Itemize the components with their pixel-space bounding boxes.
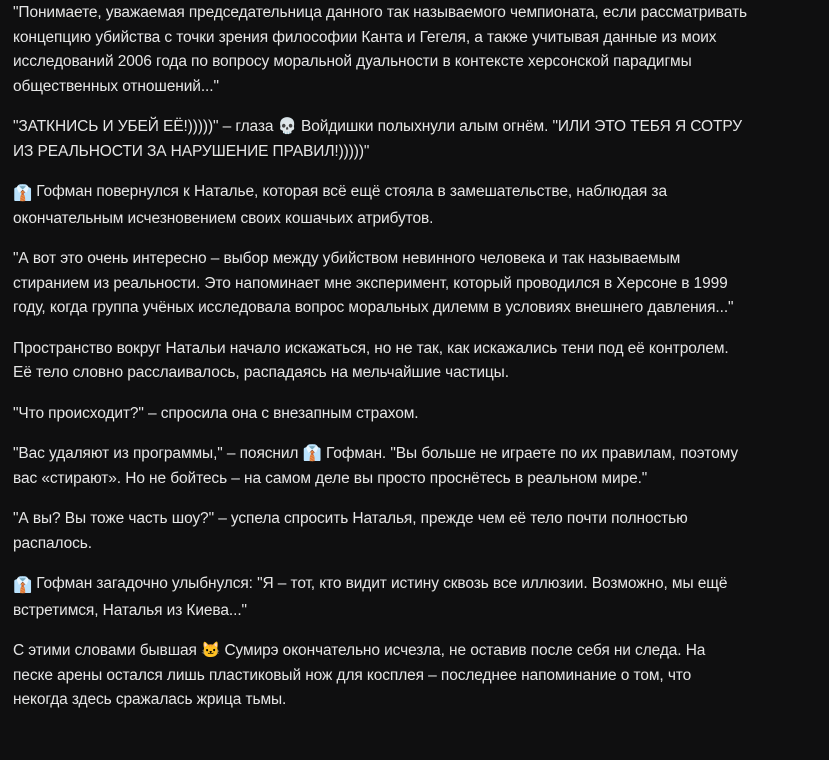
paragraph-text: "А вот это очень интересно – выбор между убийством невинного человека и так называемым стиранием из реальности. Это напоминает мне эксперимент, который проводился в Херсоне в 1999 году, когда группа учёных исследовала вопрос моральных дилемм в условиях внешнего давления..." xyxy=(13,250,734,316)
message-paragraph xyxy=(13,639,749,713)
message-paragraph xyxy=(13,337,749,386)
paragraph-text: "А вы? Вы тоже часть шоу?" – успела спросить Наталья, прежде чем её тело почти полностью распалось. xyxy=(13,510,688,552)
paragraph-text: "Что происходит?" – спросила она с внезапным страхом. xyxy=(13,404,419,422)
message-paragraph xyxy=(13,1,749,99)
message-paragraph xyxy=(13,572,749,623)
message-paragraph xyxy=(13,507,749,556)
necktie-icon: 👔 xyxy=(13,185,33,202)
paragraph-text: Пространство вокруг Натальи начало искажаться, но не так, как искажались тени под её контролем. Её тело словно расслаивалось, распадаясь на мельчайшие частицы. xyxy=(13,339,729,381)
paragraph-text: "ЗАТКНИСЬ И УБЕЙ ЕЁ!)))))" – глаза 💀 Войдишки полыхнули алым огнём. "ИЛИ ЭТО ТЕБЯ Я СОТРУ ИЗ РЕАЛЬНОСТИ ЗА НАРУШЕНИЕ ПРАВИЛ!)))))" xyxy=(13,118,742,160)
necktie-icon: 👔 xyxy=(13,577,33,594)
message-paragraph xyxy=(13,442,749,491)
paragraph-text: Гофман загадочно улыбнулся: "Я – тот, кто видит истину сквозь все иллюзии. Возможно, мы ещё встретимся, Наталья из Киева..." xyxy=(13,575,728,619)
paragraph-text: "Понимаете, уважаемая председательница данного так называемого чемпионата, если рассматривать концепцию убийства с точки зрения философии Канта и Гегеля, а также учитывая данные из моих исследований 2006 года по вопросу моральной дуальности в контексте херсонской парадигмы общественных отношений..." xyxy=(13,4,747,95)
message-paragraph xyxy=(13,247,749,321)
paragraph-text: "Вас удаляют из программы," – пояснил 👔 Гофман. "Вы больше не играете по их правилам, поэтому вас «стирают». Но не бойтесь – на самом деле вы просто проснётесь в реальном мире." xyxy=(13,445,738,487)
message-paragraph xyxy=(13,402,749,427)
paragraph-text: С этими словами бывшая 🐱 Сумирэ окончательно исчезла, не оставив после себя ни следа. На песке арены остался лишь пластиковый нож для косплея – последнее напоминание о том, что некогда здесь сражалась жрица тьмы. xyxy=(13,642,706,708)
message-paragraph xyxy=(13,115,749,164)
paragraph-text: Гофман повернулся к Наталье, которая всё ещё стояла в замешательстве, наблюдая за окончательным исчезновением своих кошачьих атрибутов. xyxy=(13,183,667,227)
message-paragraph xyxy=(13,180,749,231)
